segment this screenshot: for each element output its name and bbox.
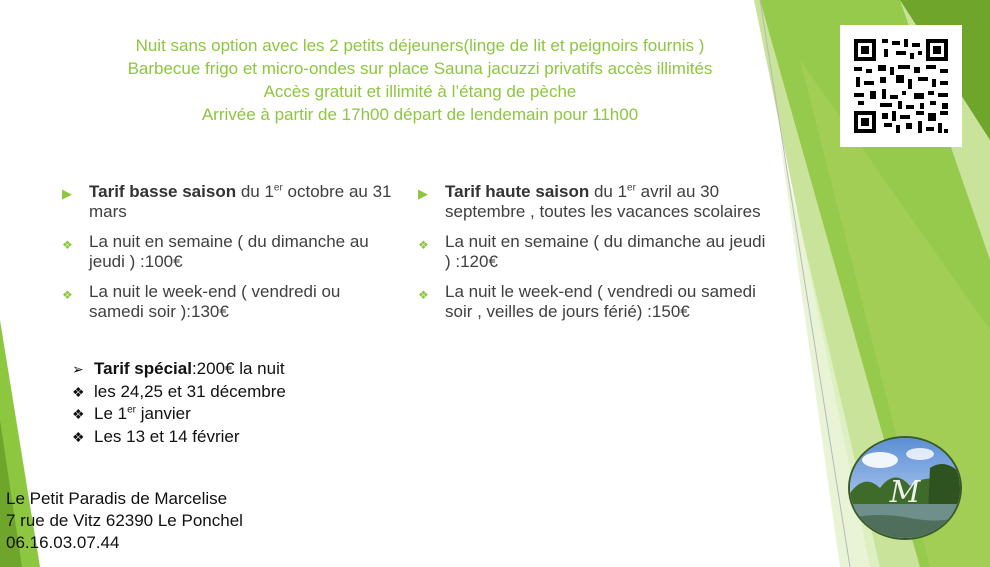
diamond-bullet-icon: ❖: [72, 383, 85, 400]
high-season-sup: er: [627, 182, 636, 194]
special-date-2-post: janvier: [136, 404, 191, 423]
special-price: :200€ la nuit: [191, 359, 285, 378]
low-season-dates-2: octobre au 31 mars: [89, 182, 392, 221]
low-season-weekend: [62, 282, 392, 322]
qr-code-icon: [840, 25, 962, 147]
header-line-1: Nuit sans option avec les 2 petits déjeuners(linge de lit et peignoirs fournis ): [135, 36, 705, 55]
low-season-title: [62, 182, 392, 222]
high-season-weekday-text: La nuit en semaine ( du dimanche au jeudi ) :120€: [445, 232, 766, 271]
special-date-3-text: Les 13 et 14 février: [94, 426, 240, 446]
arrow-bullet-icon: ▶: [418, 186, 428, 201]
header: [40, 34, 800, 126]
high-season-title: [418, 182, 768, 222]
special-date-1: [72, 381, 286, 404]
diamond-bullet-icon: ❖: [72, 428, 85, 445]
logo-image: [850, 438, 960, 538]
arrowhead-bullet-icon: ➢: [72, 361, 84, 377]
high-season-weekend: [418, 282, 768, 322]
diamond-bullet-icon: ❖: [62, 288, 73, 302]
diamond-bullet-icon: ❖: [418, 238, 429, 252]
low-season-weekday-text: La nuit en semaine ( du dimanche au jeudi ) :100€: [89, 232, 369, 271]
business-phone: 06.16.03.07.44: [6, 533, 120, 552]
special-date-3: [72, 426, 286, 449]
special-date-1-text: les 24,25 et 31 décembre: [94, 381, 286, 401]
header-line-2: Barbecue frigo et micro-ondes sur place Sauna jacuzzi privatifs accès illimités: [127, 59, 713, 78]
diamond-bullet-icon: ❖: [418, 288, 429, 302]
low-season-label: Tarif basse saison: [89, 182, 237, 201]
arrow-bullet-icon: ▶: [62, 186, 72, 201]
qr-code[interactable]: [840, 25, 962, 147]
business-name: Le Petit Paradis de Marcelise: [6, 489, 228, 508]
special-date-2-pre: Le 1: [94, 404, 128, 423]
high-season-weekend-text: La nuit le week-end ( vendredi ou samedi soir , veilles de jours férié) :150€: [445, 282, 756, 321]
contact-footer: [6, 488, 243, 554]
diamond-bullet-icon: ❖: [72, 406, 85, 422]
special-date-2-sup: er: [127, 404, 136, 416]
high-season-column: [418, 182, 768, 332]
lake-monogram-logo: [848, 436, 962, 540]
low-season-weekend-text: La nuit le week-end ( vendredi ou samedi soir ):130€: [89, 282, 341, 321]
high-season-dates-1: du 1: [589, 182, 628, 201]
header-line-3: Accès gratuit et illimité à l’étang de pèche: [263, 82, 577, 101]
special-date-2: [72, 403, 286, 426]
low-season-column: [62, 182, 392, 332]
low-season-sup: er: [273, 182, 283, 194]
special-rate: [72, 358, 286, 448]
high-season-label: Tarif haute saison: [445, 182, 590, 201]
special-title: [72, 358, 286, 381]
header-line-4: Arrivée à partir de 17h00 départ de lendemain pour 11h00: [201, 105, 639, 124]
high-season-weekday: [418, 232, 768, 272]
low-season-weekday: [62, 232, 392, 272]
diamond-bullet-icon: ❖: [62, 238, 73, 252]
business-address: 7 rue de Vitz 62390 Le Ponchel: [6, 511, 243, 530]
low-season-dates-1: du 1: [236, 182, 274, 201]
special-label: Tarif spécial: [94, 359, 192, 378]
svg-text:M: M: [889, 475, 921, 510]
high-season-dates-2: avril au 30 septembre , toutes les vacances scolaires: [445, 182, 761, 221]
